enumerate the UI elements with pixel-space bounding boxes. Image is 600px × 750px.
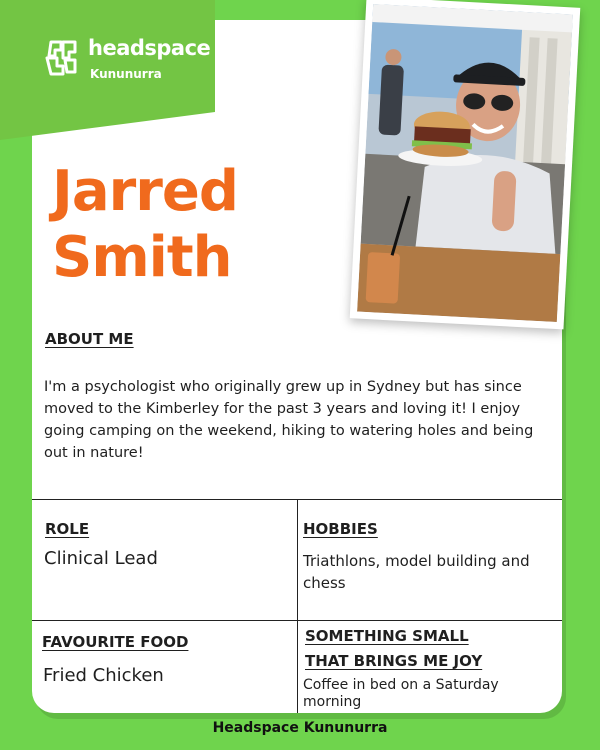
hobbies-value: Triathlons, model building and chess (303, 552, 530, 592)
hobbies-heading: HOBBIES (303, 520, 378, 538)
profile-photo-frame (350, 0, 581, 329)
footer-text: Headspace Kununurra (212, 720, 388, 736)
joy-value: Coffee in bed on a Saturday morning (303, 677, 499, 710)
brand-name: headspace (88, 36, 211, 60)
brand-location: Kununurra (90, 67, 162, 81)
headspace-logo-icon (43, 38, 81, 78)
first-name: Jarred (52, 159, 238, 224)
favourite-food-value: Fried Chicken (43, 665, 164, 686)
last-name: Smith (52, 225, 232, 290)
favourite-food-heading: FAVOURITE FOOD (42, 633, 189, 651)
joy-heading-line1: SOMETHING SMALL (305, 627, 469, 645)
grid-divider-vertical (297, 499, 298, 713)
about-heading: ABOUT ME (45, 330, 134, 348)
about-text: I'm a psychologist who originally grew up in Sydney but has since moved to the Kimberley for the past 3 years and loving it! I enjoy going camping on the weekend, hiking to watering holes and being out in nature! (44, 379, 534, 461)
brand-logo (40, 36, 210, 86)
joy-heading-line2: THAT BRINGS ME JOY (305, 652, 483, 670)
profile-photo (357, 4, 573, 322)
role-value: Clinical Lead (44, 548, 158, 569)
role-heading: ROLE (45, 520, 90, 538)
